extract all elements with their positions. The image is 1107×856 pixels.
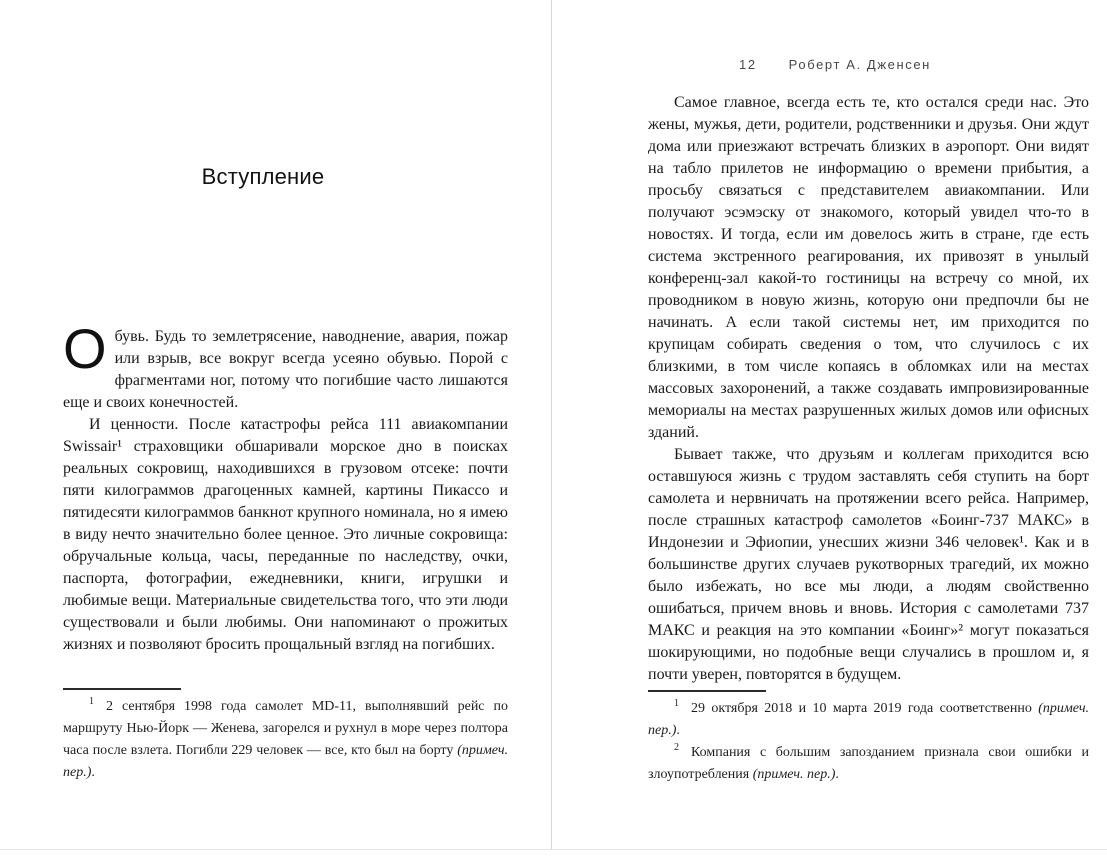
footnote-divider: [648, 690, 766, 692]
footnote-tail: .: [676, 723, 680, 738]
left-body-text: [63, 317, 508, 656]
paragraph: И ценности. После катастрофы рейса 111 авиакомпании Swissair¹ страховщики обшаривали морское дно в поисках реальных сокровищ, находившихся в грузовом отсеке: почти пяти килограммов драгоценных камней, картины Пикассо и пятидесяти килограммов банкнот крупного номинала, но я имею в виду нечто значительно более ценное. Это личные сокровища: обручальные кольца, часы, переданные по наследству, очки, паспорта, фотографии, ежедневники, книги, игрушки и любимые вещи. Материальные свидетельства того, что эти люди существовали и были любимы. Они напоминают о прожитых жизнях и позволяют бросить прощальный взгляд на погибших.: [63, 416, 508, 653]
running-header: [739, 57, 931, 72]
paragraph-dropcap: [63, 317, 508, 414]
page-bottom-edge: [0, 849, 1107, 850]
footnote-italic: (примеч. пер.): [63, 743, 508, 780]
footnote-tail: .: [835, 767, 839, 782]
author-name: Роберт А. Дженсен: [788, 57, 931, 72]
right-page: [552, 0, 1107, 850]
footnote-text: Компания с большим запозданием признала свои ошибки и злоупотребления: [648, 745, 1089, 782]
right-body-text: [648, 92, 1089, 686]
right-footnotes: [648, 690, 1089, 786]
paragraph-text: бувь. Будь то землетрясение, наводнение, авария, пожар или взрыв, все вокруг всегда усеяно обувью. Порой с фрагментами ног, потому что погибшие часто лишаются еще и своих конечностей.: [63, 328, 508, 411]
footnote: [648, 742, 1089, 786]
footnote-marker: 1: [89, 696, 94, 708]
dropcap-letter: О: [63, 317, 107, 380]
footnote: [63, 696, 508, 784]
chapter-title: Вступление: [201, 164, 325, 189]
footnote-divider: [63, 688, 181, 690]
footnote-italic: (примеч. пер.): [648, 701, 1089, 738]
footnote-text: 2 сентября 1998 года самолет MD-11, выполнявший рейс по маршруту Нью-Йорк — Женева, загорелся и рухнул в море через полтора часа после взлета. Погибли 229 человек — все, кто был на борту: [63, 699, 508, 758]
footnote-italic: (примеч. пер.): [752, 767, 836, 782]
left-page: [0, 0, 552, 850]
paragraph: Самое главное, всегда есть те, кто остался среди нас. Это жены, мужья, дети, родители, родственники и друзья. Они ждут дома или приезжают встречать близких в аэропорт. Они видят на табло прилетов не информацию о времени прибытия, а просьбу связаться с представителем авиакомпании. Или получают эсэмэску от знакомого, который увидел что-то в новостях. И тогда, если им довелось жить в стране, где есть система экстренного реагирования, их привозят в унылый конференц-зал какой-то гостиницы на встречу со мной, их проводником в новую жизнь, которую они предпочли бы не начинать. А если такой системы нет, им приходится по крупицам собирать сведения о том, что случилось с их близкими, в том числе копаясь в обломках или на местах массовых захоронений, а также создавать импровизированные мемориалы на местах разрушенных жилых домов или офисных зданий.: [648, 94, 1089, 441]
footnote-marker: 2: [674, 742, 679, 754]
footnote: [648, 698, 1089, 742]
footnote-text: 29 октября 2018 и 10 марта 2019 года соответственно: [691, 701, 1039, 716]
footnote-tail: .: [91, 765, 95, 780]
paragraph: Бывает также, что друзьям и коллегам приходится всю оставшуюся жизнь с трудом заставлять себя ступить на борт самолета и нервничать на протяжении всего рейса. Например, после страшных катастроф самолетов «Боинг-737 МАКС» в Индонезии и Эфиопии, унесших жизни 346 человек¹. Как и в большинстве других случаев рукотворных трагедий, их можно было избежать, но все мы люди, а людям свойственно ошибаться, причем вновь и вновь. История с самолетами 737 МАКС и реакция на это компании «Боинг»² могут показаться шокирующими, но подобные вещи случались в прошлом и, я почти уверен, повторятся в будущем.: [648, 446, 1089, 683]
page-number: 12: [739, 57, 757, 72]
footnote-marker: 1: [674, 698, 679, 710]
left-footnotes: [63, 688, 508, 784]
